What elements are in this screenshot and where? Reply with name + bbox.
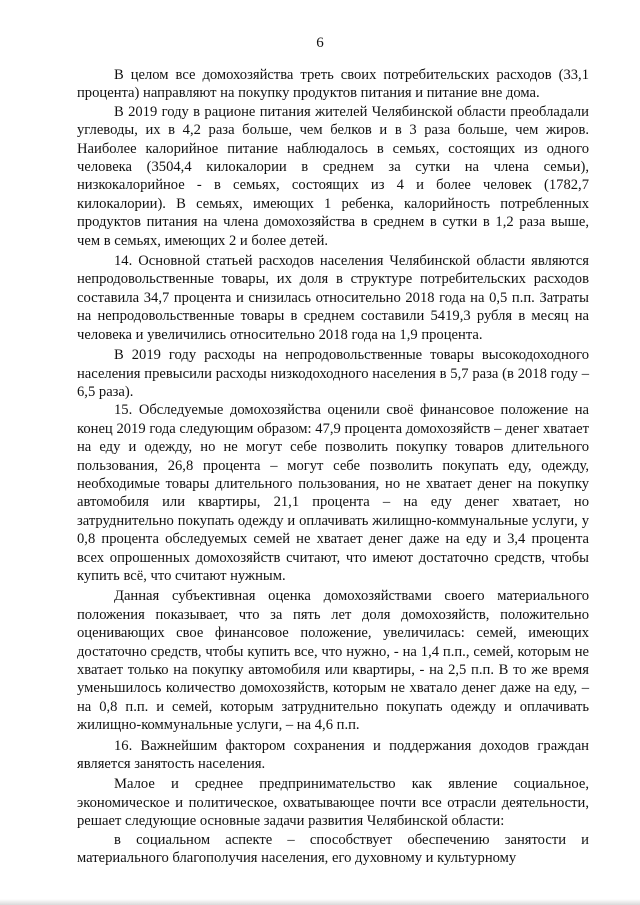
paragraph-consumer-expenses-share: В целом все домохозяйства треть своих потребительских расходов (33,1 процента) направляют на покупку продуктов питания и питание вне дома.: [77, 67, 589, 102]
paragraph-item-15-financial-assessment: 15. Обследуемые домохозяйства оценили своё финансовое положение на конец 2019 года следующим образом: 47,9 процента домохозяйств – денег хватает на еду и одежду, но не могут себе позволить покупку товаров длительного пользования, 26,8 процента – могут себе позволить покупать еду, одежду, необходимые товары длительного пользования, но не хватает денег на покупку автомобиля или квартиры, 21,1 процента – на еду денег хватает, но затруднительно покупать одежду и оплачивать жилищно-коммунальные услуги, у 0,8 процента обследуемых семей не хватает денег даже на еду и 3,4 процента всех опрошенных домохозяйств считают, что имеют достаточно средств, чтобы купить всё, что считают нужным.: [77, 402, 589, 584]
scan-bottom-edge: [0, 899, 640, 905]
paragraph-nonfood-income-groups: В 2019 году расходы на непродовольственные товары высокодоходного населения превысили расходы низкодоходного населения в 5,7 раза (в 2018 году – 6,5 раза).: [77, 347, 589, 400]
page-number: 6: [316, 35, 324, 51]
paragraph-item-14-nonfood-goods: 14. Основной статьей расходов населения Челябинской области являются непродовольственные товары, их доля в структуре потребительских расходов составила 34,7 процента и снизилась относительно 2018 года на 0,5 п.п. Затраты на непродовольственные товары в среднем составили 5419,3 рубля в месяц на человека и увеличились относительно 2018 года на 1,9 процента.: [77, 253, 589, 343]
document-body: [77, 66, 589, 867]
paragraph-subjective-assessment: Данная субъективная оценка домохозяйствами своего материального положения показывает, что за пять лет доля домохозяйств, положительно оценивающих свое финансовое положение, увеличилась: семей, имеющих достаточно средств, чтобы купить все, что нужно, - на 1,4 п.п., семей, которым не хватает только на покупку автомобиля или квартиры, - на 2,5 п.п. В то же время уменьшилось количество домохозяйств, которым не хватало денег даже на еду, – на 0,8 п.п. и семей, которым затруднительно покупать одежду и оплачивать жилищно-коммунальные услуги, – на 4,6 п.п.: [77, 588, 589, 734]
paragraph-item-16-employment: 16. Важнейшим фактором сохранения и поддержания доходов граждан является занятость населения.: [77, 737, 589, 773]
paragraph-social-aspect: в социальном аспекте – способствует обеспечению занятости и материального благополучия населения, его духовному и культурному: [77, 831, 589, 867]
paragraph-small-business: Малое и среднее предпринимательство как явление социальное, экономическое и политическое, охватывающее почти все отрасли деятельности, решает следующие основные задачи развития Челябинской области:: [77, 776, 589, 830]
paragraph-nutrition-2019: В 2019 году в рационе питания жителей Челябинской области преобладали углеводы, их в 4,2 раза больше, чем белков и в 3 раза больше, чем жиров. Наиболее калорийное питание наблюдалось в семьях, состоящих из одного человека (3504,4 килокалории в среднем за сутки на члена семьи), низкокалорийное - в семьях, состоящих из 4 и более человек (1782,7 килокалории). В семьях, имеющих 1 ребенка, калорийность потребленных продуктов питания на члена домохозяйства в среднем в сутки в 1,2 раза выше, чем в семьях, имеющих 2 и более детей.: [77, 103, 589, 249]
